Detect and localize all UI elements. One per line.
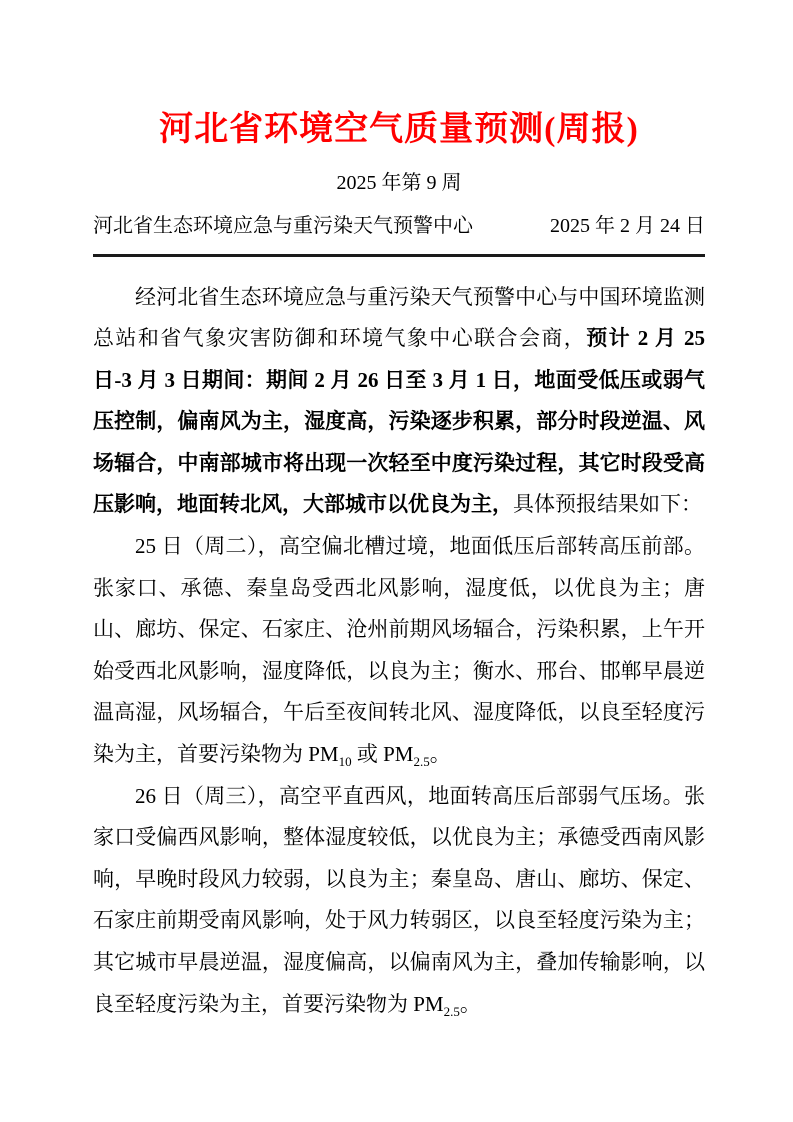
issuing-agency: 河北省生态环境应急与重污染天气预警中心 (93, 215, 473, 237)
text-run: 经河北省生态环境应急与重污染天气预警中心与中国环境监测总站和省气象灾害防御和环境气象中心联合会商， (93, 284, 705, 351)
text-run: 具体预报结果如下： (513, 492, 702, 517)
text-run: 25 日（周二），高空偏北槽过境，地面低压后部转高压前部。张家口、承德、秦皇岛受西北风影响，湿度低，以优良为主；唐山、廊坊、保定、石家庄、沧州前期风场辐合，污染积累，上午开始受西北风影响，湿度降低，以良为主；衡水、邢台、邯郸早晨逆温高湿，风场辐合，午后至夜间转北风、湿度降低，以良至轻度污染为主，首要污染物为 PM (93, 534, 705, 767)
text-run: 或 PM (351, 742, 414, 767)
paragraph (93, 776, 705, 1026)
document-body (93, 277, 705, 1026)
byline-row (93, 211, 705, 241)
week-number: 2025 年第 9 周 (336, 172, 462, 194)
report-title: 河北省环境空气质量预测(周报) (159, 111, 639, 148)
subscript-text: 2.5 (443, 1003, 460, 1019)
text-run: 。 (429, 742, 451, 767)
subscript-text: 2.5 (413, 754, 430, 770)
header-divider (93, 254, 705, 257)
subscript-text: 10 (338, 754, 352, 770)
text-run: 26 日（周三），高空平直西风，地面转高压后部弱气压场。张家口受偏西风影响，整体湿度较低，以优良为主；承德受西南风影响，早晚时段风力较弱，以良为主；秦皇岛、唐山、廊坊、保定、石家庄前期受南风影响，处于风力转弱区，以良至轻度污染为主；其它城市早晨逆温，湿度偏高，以偏南风为主，叠加传输影响，以良至轻度污染为主，首要污染物为 PM (93, 783, 705, 1016)
text-run: 。 (459, 991, 481, 1016)
paragraph (93, 526, 705, 776)
bold-run: 预计 2 月 25 日-3 月 3 日期间：期间 2 月 26 日至 3 月 1 日，地面受低压或弱气压控制，偏南风为主，湿度高，污染逐步积累，部分时段逆温、风场辐合，中南部城市将出现一次轻至中度污染过程，其它时段受高压影响，地面转北风，大部城市以优良为主， (93, 326, 706, 517)
issue-date: 2025 年 2 月 24 日 (550, 215, 705, 237)
paragraph (93, 277, 705, 527)
